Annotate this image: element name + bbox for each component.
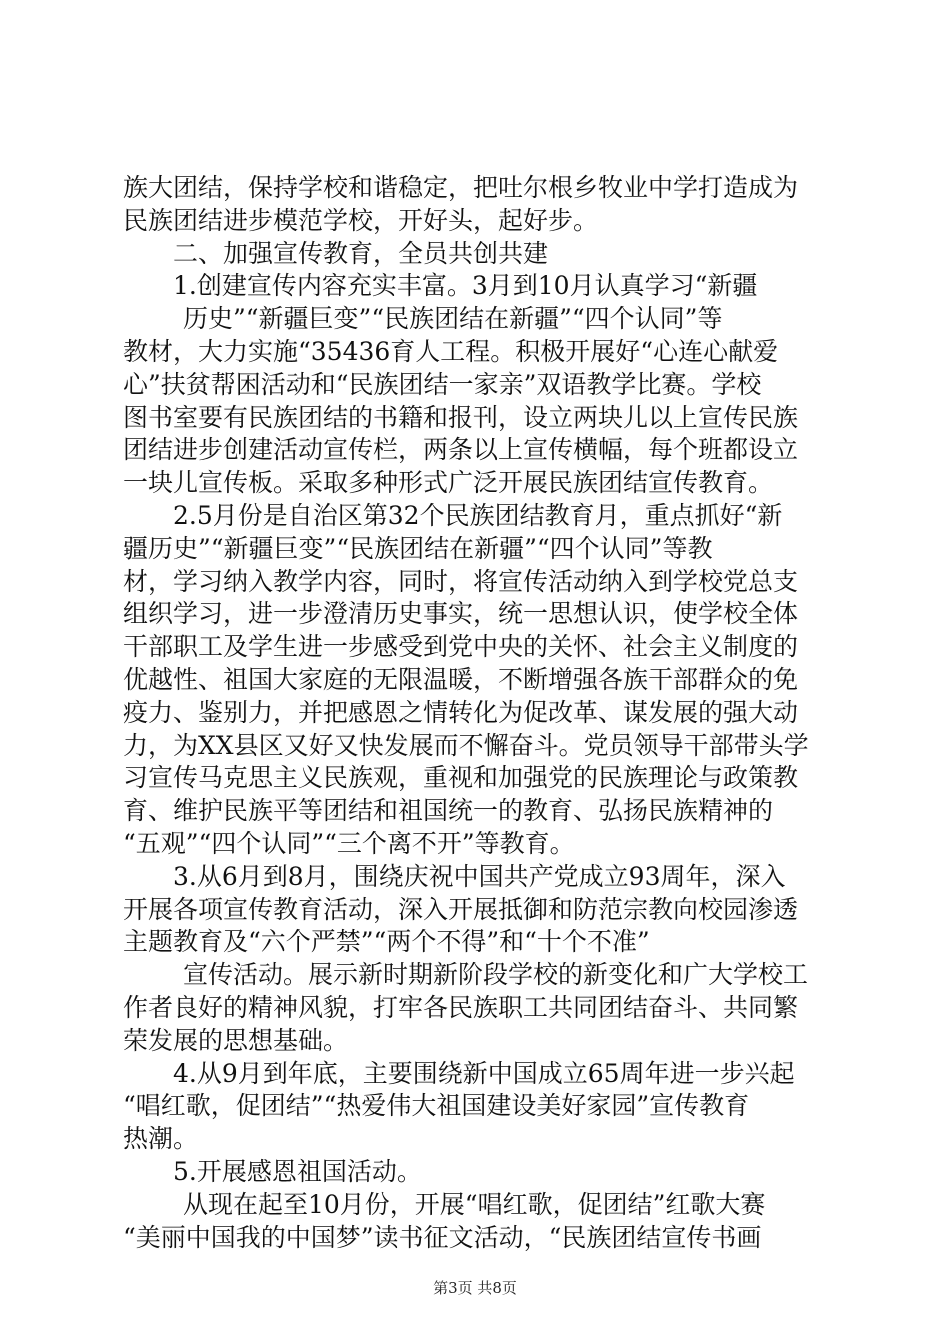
text-line: 历史”“新疆巨变”“民族团结在新疆”“四个认同”等: [183, 304, 723, 334]
text-line: 心”扶贫帮困活动和“民族团结一家亲”双语教学比赛。学校: [123, 369, 762, 399]
text-line: 2.5月份是自治区第32个民族团结教育月，重点抓好“新: [173, 500, 783, 530]
text-line: 优越性、祖国大家庭的无限温暖，不断增强各族干部群众的免: [123, 664, 799, 694]
text-line: 材，学习纳入教学内容，同时，将宣传活动纳入到学校党总支: [123, 566, 799, 596]
text-line: 宣传活动。展示新时期新阶段学校的新变化和广大学校工: [183, 960, 809, 990]
text-line: 5.开展感恩祖国活动。: [173, 1156, 422, 1186]
text-line: 作者良好的精神风貌，打牢各民族职工共同团结奋斗、共同繁: [123, 992, 799, 1022]
text-line: 3.从6月到8月，围绕庆祝中国共产党成立93周年，深入: [173, 861, 786, 891]
text-line: 团结进步创建活动宣传栏，两条以上宣传横幅，每个班都设立: [123, 435, 799, 465]
text-line: 主题教育及“六个严禁”“两个不得”和“十个不准”: [123, 927, 650, 957]
text-line: 教材，大力实施“35436育人工程。积极开展好“心连心献爱: [123, 336, 779, 366]
page-number-footer: 第3页 共8页: [433, 1279, 517, 1297]
text-line: 疫力、鉴别力，并把感恩之情转化为促改革、谋发展的强大动: [123, 697, 799, 727]
text-line: 热潮。: [123, 1124, 199, 1154]
text-line: “美丽中国我的中国梦”读书征文活动，“民族团结宣传书画: [123, 1222, 762, 1252]
text-line: 一块儿宣传板。采取多种形式广泛开展民族团结宣传教育。: [123, 468, 774, 498]
text-line: 习宣传马克思主义民族观，重视和加强党的民族理论与政策教: [123, 763, 799, 793]
text-line: 民族团结进步模范学校，开好头，起好步。: [123, 205, 599, 235]
text-line: “五观”“四个认同”“三个离不开”等教育。: [123, 828, 575, 858]
text-line: 4.从9月到年底，主要围绕新中国成立65周年进一步兴起: [173, 1058, 795, 1088]
text-line: 族大团结，保持学校和谐稳定，把吐尔根乡牧业中学打造成为: [123, 173, 799, 202]
text-line: 疆历史”“新疆巨变”“民族团结在新疆”“四个认同”等教: [123, 533, 713, 563]
text-line: 图书室要有民族团结的书籍和报刊，设立两块儿以上宣传民族: [123, 402, 799, 432]
text-line: 1.创建宣传内容充实丰富。3月到10月认真学习“新疆: [173, 271, 758, 301]
text-line: 组织学习，进一步澄清历史事实，统一思想认识，使学校全体: [123, 599, 799, 629]
document-body: [123, 172, 833, 1254]
text-line: 开展各项宣传教育活动，深入开展抵御和防范宗教向校园渗透: [123, 894, 799, 924]
text-line: 从现在起至10月份，开展“唱红歌，促团结”红歌大赛: [183, 1189, 766, 1219]
text-line: 力，为XX县区又好又快发展而不懈奋斗。党员领导干部带头学: [123, 730, 809, 760]
text-line: “唱红歌，促团结”“热爱伟大祖国建设美好家园”宣传教育: [123, 1091, 750, 1121]
text-line: 育、维护民族平等团结和祖国统一的教育、弘扬民族精神的: [123, 796, 774, 826]
text-line: 干部职工及学生进一步感受到党中央的关怀、社会主义制度的: [123, 632, 799, 662]
section-heading: 二、加强宣传教育，全员共创共建: [173, 238, 549, 268]
text-line: 荣发展的思想基础。: [123, 1025, 349, 1055]
